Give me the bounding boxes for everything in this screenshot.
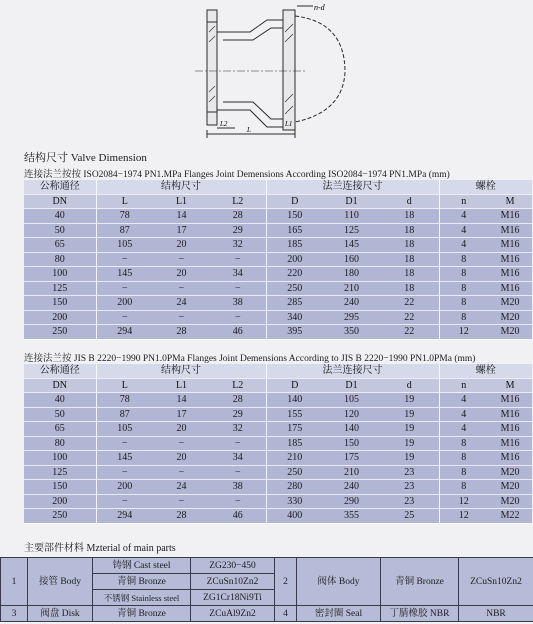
material-name: 青铜 Bronze <box>93 574 191 590</box>
table-cell: 19 <box>380 436 439 451</box>
table-cell: 28 <box>210 209 266 224</box>
table-cell: − <box>96 252 153 267</box>
table-cell: 8 <box>439 296 488 311</box>
part-name: 接管 Body <box>28 558 93 606</box>
table-cell: 8 <box>439 281 488 296</box>
table-cell: 12 <box>439 325 488 340</box>
table-cell: 38 <box>210 480 266 495</box>
table-row <box>24 509 532 524</box>
table-cell: 185 <box>266 238 323 253</box>
table-cell: 14 <box>153 393 210 408</box>
material-grade: ZG1Cr18Ni9Ti <box>191 590 275 606</box>
part-name: 阀盘 Disk <box>28 606 93 622</box>
table-cell: 18 <box>380 252 439 267</box>
table-cell: 350 <box>323 325 380 340</box>
table-cell: 29 <box>210 223 266 238</box>
material-name: 丁腈橡胶 NBR <box>381 606 459 622</box>
table-cell: 395 <box>266 325 323 340</box>
part-no: 1 <box>1 558 28 606</box>
table-cell: 165 <box>266 223 323 238</box>
table-cell: M20 <box>488 465 532 480</box>
col-header: L1 <box>153 194 210 209</box>
table-cell: − <box>96 436 153 451</box>
table-cell: 18 <box>380 209 439 224</box>
table-cell: 105 <box>96 422 153 437</box>
table-cell: − <box>153 436 210 451</box>
table-cell: 38 <box>210 296 266 311</box>
table-cell: − <box>96 281 153 296</box>
table-cell: 12 <box>439 494 488 509</box>
table-cell: 150 <box>323 436 380 451</box>
table-cell: 17 <box>153 223 210 238</box>
col-header: n <box>439 378 488 393</box>
material-grade: ZCuSn10Zn2 <box>191 574 275 590</box>
table-cell: 100 <box>24 451 96 466</box>
table-cell: − <box>153 465 210 480</box>
table-row <box>24 267 532 282</box>
table-cell: 20 <box>153 238 210 253</box>
table-row <box>24 451 532 466</box>
table-cell: − <box>210 494 266 509</box>
table-cell: 294 <box>96 325 153 340</box>
table-cell: 4 <box>439 209 488 224</box>
table-row <box>24 436 532 451</box>
table-cell: 145 <box>323 238 380 253</box>
table-cell: M16 <box>488 281 532 296</box>
table-cell: 145 <box>96 451 153 466</box>
table-cell: 125 <box>323 223 380 238</box>
table-cell: 240 <box>323 480 380 495</box>
table-cell: M22 <box>488 509 532 524</box>
col-header: M <box>488 378 532 393</box>
table-cell: 46 <box>210 325 266 340</box>
table-cell: 22 <box>380 325 439 340</box>
material-name: 不锈钢 Stainless steel <box>93 590 191 606</box>
table-cell: 34 <box>210 267 266 282</box>
col-header: M <box>488 194 532 209</box>
table-cell: 4 <box>439 407 488 422</box>
table-cell: 8 <box>439 267 488 282</box>
table-cell: − <box>96 310 153 325</box>
col-header: DN <box>24 194 96 209</box>
table-cell: 175 <box>323 451 380 466</box>
table-cell: 4 <box>439 422 488 437</box>
table-cell: 280 <box>266 480 323 495</box>
struct-group-header: 结构尺寸 <box>96 180 266 194</box>
material-grade: ZCuSn10Zn2 <box>459 558 533 606</box>
table-cell: M16 <box>488 407 532 422</box>
table-cell: 200 <box>266 252 323 267</box>
table-cell: 285 <box>266 296 323 311</box>
table-cell: 23 <box>380 480 439 495</box>
bolt-group-header: 螺栓 <box>439 180 532 194</box>
material-grade: ZG230−450 <box>191 558 275 574</box>
table-cell: 8 <box>439 465 488 480</box>
table-cell: M16 <box>488 252 532 267</box>
table-cell: 180 <box>323 267 380 282</box>
valve-section-drawing <box>195 2 370 142</box>
table-cell: 23 <box>380 465 439 480</box>
part-no: 3 <box>1 606 28 622</box>
table-cell: − <box>153 281 210 296</box>
table-row <box>24 238 532 253</box>
table-cell: 19 <box>380 451 439 466</box>
table-cell: 28 <box>153 509 210 524</box>
table-cell: 65 <box>24 238 96 253</box>
table-cell: 210 <box>323 281 380 296</box>
material-name: 青铜 Bronze <box>381 558 459 606</box>
table-cell: − <box>210 281 266 296</box>
table-cell: 100 <box>24 267 96 282</box>
table-cell: 330 <box>266 494 323 509</box>
table2-header-row-2 <box>24 378 532 393</box>
table-cell: 8 <box>439 436 488 451</box>
table-cell: 12 <box>439 509 488 524</box>
table-cell: 20 <box>153 267 210 282</box>
table-cell: 20 <box>153 422 210 437</box>
jis-dimension-table <box>24 364 532 524</box>
table-cell: 175 <box>266 422 323 437</box>
table-cell: 145 <box>96 267 153 282</box>
table-cell: 80 <box>24 436 96 451</box>
table-cell: 250 <box>266 465 323 480</box>
l2-label: L2 <box>220 120 228 128</box>
material-grade: ZCuAl9Zn2 <box>191 606 275 622</box>
table1-header-row-2 <box>24 194 532 209</box>
table-cell: 34 <box>210 451 266 466</box>
col-header: D <box>266 378 323 393</box>
table-cell: 18 <box>380 267 439 282</box>
table-cell: 8 <box>439 451 488 466</box>
table-cell: 400 <box>266 509 323 524</box>
struct-group-header: 结构尺寸 <box>96 364 266 378</box>
col-header: L <box>96 378 153 393</box>
table1-body <box>24 209 532 340</box>
table-cell: 24 <box>153 480 210 495</box>
nd-label: n-d <box>314 3 325 12</box>
table-cell: 105 <box>323 393 380 408</box>
table-cell: 50 <box>24 407 96 422</box>
table-cell: 150 <box>24 296 96 311</box>
col-header: D1 <box>323 194 380 209</box>
table-cell: 17 <box>153 407 210 422</box>
table-cell: 18 <box>380 223 439 238</box>
table-row <box>24 465 532 480</box>
table-cell: 23 <box>380 494 439 509</box>
table-cell: 87 <box>96 223 153 238</box>
table-cell: 8 <box>439 480 488 495</box>
table-row <box>24 325 532 340</box>
table2-title: 连接法兰按 JIS B 2220−1990 PN1.0PMa Flanges Joint Demensions According to JIS B 2220−1990 PN1.0PMa (mm) <box>24 354 476 364</box>
table-cell: 140 <box>323 422 380 437</box>
table-cell: 78 <box>96 209 153 224</box>
table-cell: 185 <box>266 436 323 451</box>
table-cell: 22 <box>380 296 439 311</box>
table-cell: 46 <box>210 509 266 524</box>
table-cell: 210 <box>266 451 323 466</box>
table-cell: 295 <box>323 310 380 325</box>
table1-title: 连接法兰按按 ISO2084−1974 PN1.MPa Flanges Joint Demensions According ISO2084−1974 PN1.MPa (mm) <box>24 170 450 180</box>
part-no: 2 <box>275 558 297 606</box>
table-cell: 250 <box>24 509 96 524</box>
table-cell: 50 <box>24 223 96 238</box>
materials-title: 主要部件材料 Mzterial of main parts <box>24 543 176 554</box>
table-cell: 150 <box>266 209 323 224</box>
table-cell: 32 <box>210 238 266 253</box>
table-row <box>24 480 532 495</box>
table-row <box>24 209 532 224</box>
table-cell: 140 <box>266 393 323 408</box>
table-cell: 8 <box>439 310 488 325</box>
table-row <box>24 393 532 408</box>
table-row <box>24 281 532 296</box>
table-cell: M20 <box>488 296 532 311</box>
table-cell: 110 <box>323 209 380 224</box>
table-row <box>24 494 532 509</box>
col-header: L <box>96 194 153 209</box>
table-cell: 200 <box>24 494 96 509</box>
table-cell: 150 <box>24 480 96 495</box>
table-cell: 19 <box>380 422 439 437</box>
table-cell: 14 <box>153 209 210 224</box>
col-header: L1 <box>153 378 210 393</box>
table-cell: M20 <box>488 480 532 495</box>
table-cell: 220 <box>266 267 323 282</box>
table1-header-row-1 <box>24 180 532 194</box>
table-row <box>24 223 532 238</box>
table-cell: M16 <box>488 209 532 224</box>
table-cell: 40 <box>24 209 96 224</box>
table-cell: M16 <box>488 223 532 238</box>
table-cell: 200 <box>96 480 153 495</box>
table-cell: 160 <box>323 252 380 267</box>
table-cell: 18 <box>380 238 439 253</box>
table-cell: 28 <box>153 325 210 340</box>
table-cell: 28 <box>210 393 266 408</box>
bolt-group-header: 螺栓 <box>439 364 532 378</box>
table-row <box>24 422 532 437</box>
table-row <box>24 310 532 325</box>
table-cell: 210 <box>323 465 380 480</box>
table-cell: 22 <box>380 310 439 325</box>
table-cell: − <box>210 465 266 480</box>
col-header: n <box>439 194 488 209</box>
table-cell: 8 <box>439 252 488 267</box>
table-cell: 250 <box>266 281 323 296</box>
table-row <box>24 296 532 311</box>
material-row <box>1 558 533 574</box>
table-cell: M16 <box>488 238 532 253</box>
table-cell: − <box>153 252 210 267</box>
col-header: L2 <box>210 378 266 393</box>
table-cell: M20 <box>488 325 532 340</box>
table-row <box>24 407 532 422</box>
part-name: 阀体 Body <box>297 558 381 606</box>
table-cell: 24 <box>153 296 210 311</box>
table-cell: 40 <box>24 393 96 408</box>
table-cell: 18 <box>380 281 439 296</box>
table-cell: M16 <box>488 267 532 282</box>
table-cell: 105 <box>96 238 153 253</box>
table-cell: − <box>153 494 210 509</box>
table-cell: 125 <box>24 281 96 296</box>
flange-group-header: 法兰连接尺寸 <box>266 364 439 378</box>
table-cell: M20 <box>488 310 532 325</box>
table-cell: M16 <box>488 422 532 437</box>
table-cell: 4 <box>439 238 488 253</box>
table-cell: − <box>210 310 266 325</box>
col-header: D <box>266 194 323 209</box>
table-cell: 355 <box>323 509 380 524</box>
table-cell: 65 <box>24 422 96 437</box>
table-cell: 125 <box>24 465 96 480</box>
material-row <box>1 606 533 622</box>
table-cell: 340 <box>266 310 323 325</box>
table-cell: 200 <box>24 310 96 325</box>
table-cell: 200 <box>96 296 153 311</box>
table-cell: 20 <box>153 451 210 466</box>
table-cell: M20 <box>488 494 532 509</box>
iso-dimension-table <box>24 180 532 340</box>
table-cell: 290 <box>323 494 380 509</box>
table-cell: 4 <box>439 223 488 238</box>
flange-group-header: 法兰连接尺寸 <box>266 180 439 194</box>
section-title: 结构尺寸 Valve Dimension <box>24 152 147 164</box>
l1-label: L1 <box>285 120 293 128</box>
table-cell: 120 <box>323 407 380 422</box>
part-no: 4 <box>275 606 297 622</box>
table-cell: 78 <box>96 393 153 408</box>
material-name: 青铜 Bronze <box>93 606 191 622</box>
l-label: L <box>247 126 251 134</box>
col-header: d <box>380 194 439 209</box>
dn-group-header: 公称通径 <box>24 364 96 378</box>
table-cell: 80 <box>24 252 96 267</box>
table-cell: − <box>96 494 153 509</box>
table-cell: − <box>210 436 266 451</box>
material-name: 铸钢 Cast steel <box>93 558 191 574</box>
table-cell: 32 <box>210 422 266 437</box>
dn-group-header: 公称通径 <box>24 180 96 194</box>
table-cell: 250 <box>24 325 96 340</box>
table-cell: − <box>210 252 266 267</box>
material-grade: NBR <box>459 606 533 622</box>
col-header: DN <box>24 378 96 393</box>
table-cell: M16 <box>488 436 532 451</box>
table-cell: 25 <box>380 509 439 524</box>
table-cell: 19 <box>380 407 439 422</box>
col-header: L2 <box>210 194 266 209</box>
table-cell: 19 <box>380 393 439 408</box>
table-cell: − <box>153 310 210 325</box>
table2-header-row-1 <box>24 364 532 378</box>
table-cell: 155 <box>266 407 323 422</box>
part-name: 密封圈 Seal <box>297 606 381 622</box>
table-row <box>24 252 532 267</box>
table-cell: M16 <box>488 393 532 408</box>
col-header: d <box>380 378 439 393</box>
table-cell: 4 <box>439 393 488 408</box>
table-cell: 87 <box>96 407 153 422</box>
table2-body <box>24 393 532 524</box>
table-cell: 294 <box>96 509 153 524</box>
col-header: D1 <box>323 378 380 393</box>
table-cell: M16 <box>488 451 532 466</box>
materials-table <box>0 557 533 622</box>
table-cell: − <box>96 465 153 480</box>
table-cell: 240 <box>323 296 380 311</box>
table-cell: 29 <box>210 407 266 422</box>
